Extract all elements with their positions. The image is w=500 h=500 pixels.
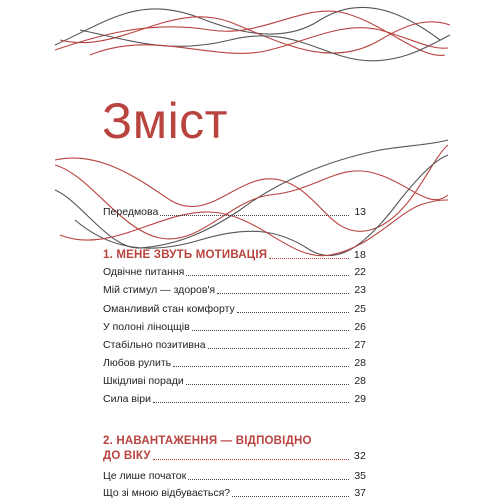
dot-leader [153, 402, 349, 403]
chapter-page: 18 [353, 249, 366, 261]
toc-entry[interactable] [103, 357, 366, 369]
toc-chapter-1[interactable] [103, 249, 366, 261]
dot-leader [192, 330, 349, 331]
toc-entry-page: 26 [354, 321, 366, 333]
wave-line [80, 30, 450, 61]
toc-chapter-2[interactable] [103, 434, 366, 448]
dot-leader [186, 384, 349, 385]
toc-entry-page: 27 [354, 339, 366, 351]
toc-entry-page: 28 [354, 357, 366, 369]
toc-entry-page: 13 [354, 206, 366, 218]
dot-leader [208, 348, 349, 349]
toc-entry-label: Це лише початок [103, 470, 187, 482]
toc-entry[interactable] [103, 375, 366, 387]
toc-entry-label: Оманливий стан комфорту [103, 303, 235, 315]
toc-entry[interactable] [103, 284, 366, 296]
toc-chapter-2-continued[interactable] [103, 450, 366, 462]
chapter-title-line2: ДО ВІКУ [103, 450, 151, 462]
dot-leader [232, 496, 349, 497]
wave-line [55, 11, 445, 55]
dot-leader [217, 293, 349, 294]
wave-line [60, 17, 450, 53]
chapter-page: 32 [353, 450, 366, 462]
dot-leader [269, 258, 349, 259]
dot-leader [186, 275, 349, 276]
toc-entry-label: Одвічне питання [103, 266, 185, 278]
dot-leader [173, 366, 349, 367]
toc-entry-label: Любов рулить [103, 357, 172, 369]
wave-line [55, 165, 448, 239]
toc-entry-label: Сила віри [103, 393, 151, 405]
toc-entry[interactable] [103, 470, 366, 482]
toc-entry-label: Шкідливі поради [103, 375, 184, 387]
toc-entry-label: Стабільно позитивна [103, 339, 206, 351]
toc-entry-preface[interactable] [103, 206, 366, 218]
toc-entry-page: 23 [354, 284, 366, 296]
toc-entry-label: Передмова [103, 206, 159, 218]
toc-entry[interactable] [103, 321, 366, 333]
page-title: Зміст [102, 93, 229, 149]
chapter-title: 1. МЕНЕ ЗВУТЬ МОТИВАЦІЯ [103, 249, 268, 261]
dot-leader [188, 479, 349, 480]
wave-line [90, 28, 448, 55]
toc-entry-label: У полоні ліноцщів [103, 321, 190, 333]
toc-entry[interactable] [103, 339, 366, 351]
toc-entry[interactable] [103, 487, 366, 499]
toc-entry-page: 25 [354, 303, 366, 315]
wave-line [55, 7, 440, 45]
toc-entry[interactable] [103, 393, 366, 405]
toc-entry-label: Мій стимул — здоров'я [103, 284, 216, 296]
chapter-title-line1: 2. НАВАНТАЖЕННЯ — ВІДПОВІДНО [103, 435, 312, 447]
toc-entry-page: 37 [354, 487, 366, 499]
toc-entry-label: Що зі мною відбувається? [103, 487, 231, 499]
toc-entry[interactable] [103, 266, 366, 278]
toc-entry-page: 29 [354, 393, 366, 405]
toc-entry-page: 22 [354, 266, 366, 278]
wave-line [55, 140, 448, 248]
dot-leader [160, 215, 349, 216]
toc-entry[interactable] [103, 303, 366, 315]
toc-entry-page: 28 [354, 375, 366, 387]
toc-entry-page: 35 [354, 470, 366, 482]
dot-leader [153, 459, 349, 460]
wave-line [55, 145, 448, 231]
dot-leader [237, 312, 349, 313]
